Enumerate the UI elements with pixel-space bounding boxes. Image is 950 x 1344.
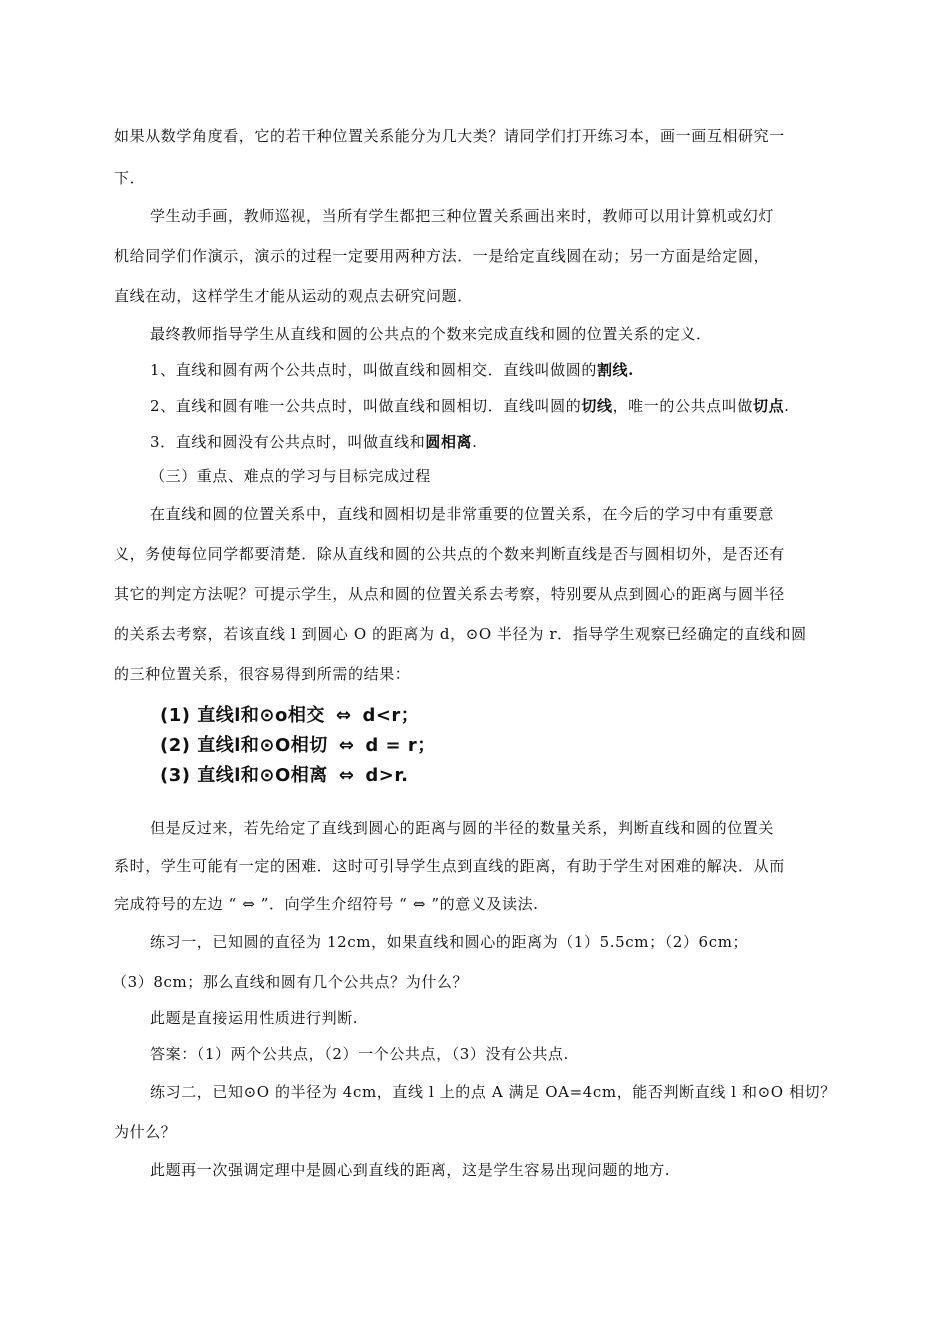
equivalence-icon: ⇔	[335, 705, 352, 726]
paragraph-line: （3）8cm；那么直线和圆有几个公共点？为什么？	[112, 973, 469, 991]
paragraph-line: 完成符号的左边 “ ⇔ ”．向学生介绍符号 “ ⇔ ”的意义及读法.	[114, 895, 539, 913]
paragraph-line: 下．	[114, 169, 146, 187]
equivalence-icon: ⇔	[338, 735, 355, 756]
formula-separate	[160, 764, 409, 788]
definition-text: ，唯一的公共点叫做	[612, 397, 753, 415]
paragraph-line: 此题再一次强调定理中是圆心到直线的距离，这是学生容易出现问题的地方.	[150, 1161, 671, 1179]
paragraph-line: 的关系去考察，若该直线 l 到圆心 O 的距离为 d，⊙O 半径为 r．指导学生观察已经确定的直线和圆	[114, 625, 807, 643]
paragraph-line: 最终教师指导学生从直线和圆的公共点的个数来完成直线和圆的位置关系的定义．	[150, 325, 712, 343]
paragraph-line: 的三种位置关系，很容易得到所需的结果：	[114, 665, 411, 683]
exercise-two: 练习二，已知⊙O 的半径为 4cm，直线 l 上的点 A 满足 OA=4cm，能否判断直线 l 和⊙O 相切？	[150, 1083, 836, 1101]
term-tangent-point: 切点	[752, 397, 785, 415]
answer-line: 答案：（1）两个公共点，（2）一个公共点，（3）没有公共点.	[150, 1045, 569, 1063]
formula-intersect	[160, 704, 419, 728]
definition-text: .	[784, 397, 790, 415]
definition-text: 2、直线和圆有唯一公共点时，叫做直线和圆相切．直线叫圆的	[150, 397, 582, 415]
term-tangent-line: 切线	[581, 397, 613, 415]
paragraph-line: 系时，学生可能有一定的困难．这时可引导学生点到直线的距离，有助于学生对困难的解决．从而	[114, 857, 785, 875]
term-secant: 割线.	[596, 361, 634, 379]
formula-tangent	[160, 734, 436, 758]
paragraph-line: 但是反过来，若先给定了直线到圆心的距离与圆的半径的数量关系，判断直线和圆的位置关	[150, 819, 775, 837]
definition-secant	[150, 360, 634, 380]
paragraph-line: 直线在动，这样学生才能从运动的观点去研究问题．	[114, 287, 473, 305]
formula-left: (3) 直线l和⊙O相离	[160, 765, 328, 786]
paragraph-line: 其它的判定方法呢？可提示学生，从点和圆的位置关系去考察，特别要从点到圆心的距离与圆半径	[114, 585, 785, 603]
definition-text: 1、直线和圆有两个公共点时，叫做直线和圆相交．直线叫做圆的	[150, 361, 597, 379]
definition-text: 3．直线和圆没有公共点时，叫做直线和	[150, 433, 426, 451]
paragraph-line: 学生动手画，教师巡视，当所有学生都把三种位置关系画出来时，教师可以用计算机或幻灯	[150, 207, 775, 225]
equivalence-icon: ⇔	[338, 765, 355, 786]
formula-right: d = r；	[365, 735, 436, 756]
formula-right: d<r；	[362, 705, 420, 726]
term-separate: 圆相离	[425, 433, 473, 451]
paragraph-line: 在直线和圆的位置关系中，直线和圆相切是非常重要的位置关系，在今后的学习中有重要意	[150, 505, 775, 523]
formula-left: (2) 直线l和⊙O相切	[160, 735, 328, 756]
paragraph-line: 为什么？	[114, 1123, 177, 1141]
paragraph-line: 机给同学们作演示，演示的过程一定要用两种方法．一是给定直线圆在动；另一方面是给定圆，	[114, 247, 770, 265]
definition-text: .	[472, 433, 478, 451]
paragraph-line: 义，务使每位同学都要清楚．除从直线和圆的公共点的个数来判断直线是否与圆相切外，是否还有	[114, 545, 785, 563]
definition-tangent	[150, 396, 790, 416]
formula-right: d>r.	[365, 765, 409, 786]
paragraph-line: 此题是直接运用性质进行判断.	[150, 1009, 359, 1027]
section-heading: （三）重点、难点的学习与目标完成过程	[150, 467, 431, 485]
exercise-one: 练习一，已知圆的直径为 12cm，如果直线和圆心的距离为（1）5.5cm；（2）6cm；	[150, 933, 749, 951]
paragraph-line: 如果从数学角度看，它的若干种位置关系能分为几大类？请同学们打开练习本，画一画互相研究一	[114, 127, 785, 145]
definition-separate	[150, 432, 478, 452]
formula-left: (1) 直线l和⊙o相交	[160, 705, 325, 726]
